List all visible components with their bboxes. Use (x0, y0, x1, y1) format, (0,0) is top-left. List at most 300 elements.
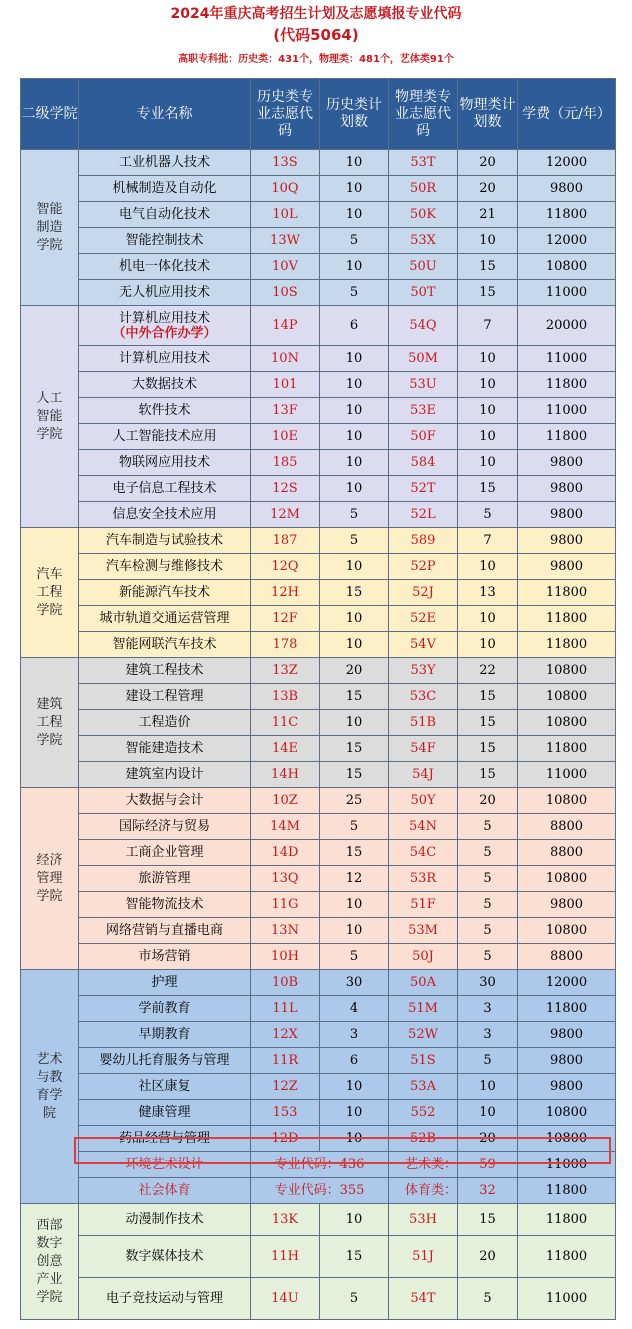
major-name-cell (79, 280, 251, 306)
tuition-cell: 11800 (518, 372, 616, 398)
major-name-cell (79, 736, 251, 762)
tuition-cell: 11000 (518, 280, 616, 306)
major-name-cell (79, 306, 251, 346)
major-name: 药品经营与管理 (118, 1131, 210, 1146)
history-code-cell: 10V (251, 254, 320, 280)
header-history-code: 历史类专业志愿代码 (251, 79, 320, 150)
history-plan-cell: 10 (320, 918, 389, 944)
department-cell: 人工智能学院 (21, 306, 79, 528)
tuition-cell: 11800 (518, 632, 616, 658)
tuition-cell: 11800 (518, 736, 616, 762)
physics-plan-cell: 15 (458, 1204, 518, 1236)
tuition-cell: 11000 (518, 398, 616, 424)
history-plan-cell: 6 (320, 1048, 389, 1074)
history-plan-cell: 3 (320, 1022, 389, 1048)
table-row (21, 528, 616, 554)
history-plan-cell: 15 (320, 762, 389, 788)
physics-code-cell: 52J (389, 580, 458, 606)
physics-code-cell: 54Q (389, 306, 458, 346)
tuition-cell: 10800 (518, 866, 616, 892)
history-plan-cell: 15 (320, 580, 389, 606)
physics-code-cell: 54T (389, 1278, 458, 1320)
table-row (21, 658, 616, 684)
major-name: 人工智能技术应用 (112, 429, 217, 444)
physics-plan-cell: 10 (458, 346, 518, 372)
major-name-cell (79, 814, 251, 840)
table-row (21, 996, 616, 1022)
physics-plan-cell: 10 (458, 398, 518, 424)
physics-plan-cell: 15 (458, 736, 518, 762)
major-name-cell (79, 372, 251, 398)
header-tuition: 学费（元/年） (518, 79, 616, 150)
major-name: 电子竞技运动与管理 (105, 1291, 223, 1306)
history-plan-cell: 5 (320, 528, 389, 554)
physics-plan-cell: 20 (458, 176, 518, 202)
category-label-cell: 艺术类： (389, 1152, 458, 1178)
physics-plan-cell: 5 (458, 918, 518, 944)
physics-code-cell: 50A (389, 970, 458, 996)
major-name: 物联网应用技术 (118, 455, 210, 470)
history-plan-cell: 10 (320, 632, 389, 658)
history-plan-cell: 10 (320, 372, 389, 398)
physics-plan-cell: 10 (458, 554, 518, 580)
history-plan-cell: 10 (320, 1074, 389, 1100)
table-row (21, 202, 616, 228)
physics-code-cell: 52P (389, 554, 458, 580)
tuition-cell: 9800 (518, 528, 616, 554)
table-header-row (21, 79, 616, 150)
physics-plan-cell: 5 (458, 1048, 518, 1074)
major-name-cell (79, 502, 251, 528)
physics-plan-cell: 20 (458, 1126, 518, 1152)
category-label-cell: 体育类： (389, 1178, 458, 1204)
physics-plan-cell: 10 (458, 632, 518, 658)
history-code-cell: 13W (251, 228, 320, 254)
history-code-cell: 10Q (251, 176, 320, 202)
header-major-name: 专业名称 (79, 79, 251, 150)
history-code-cell: 187 (251, 528, 320, 554)
tuition-cell: 11000 (518, 1278, 616, 1320)
history-code-cell: 13S (251, 150, 320, 176)
major-name: 智能物流技术 (125, 897, 204, 912)
tuition-cell: 10800 (518, 254, 616, 280)
tuition-cell: 9800 (518, 892, 616, 918)
table-row (21, 398, 616, 424)
physics-code-cell: 53U (389, 372, 458, 398)
major-name-cell (79, 1100, 251, 1126)
major-name-cell (79, 918, 251, 944)
history-code-cell: 10S (251, 280, 320, 306)
history-plan-cell: 10 (320, 202, 389, 228)
history-code-cell: 12D (251, 1126, 320, 1152)
tuition-cell: 9800 (518, 554, 616, 580)
history-plan-cell: 10 (320, 424, 389, 450)
history-code-cell: 11H (251, 1236, 320, 1278)
major-name: 健康管理 (138, 1105, 191, 1120)
major-name-cell (79, 606, 251, 632)
major-name-cell (79, 424, 251, 450)
history-code-cell: 12Q (251, 554, 320, 580)
major-name-cell (79, 228, 251, 254)
major-name-cell (79, 1048, 251, 1074)
physics-code-cell: 53X (389, 228, 458, 254)
major-code-cell: 专业代码：436 (251, 1152, 389, 1178)
table-row (21, 918, 616, 944)
major-name: 电气自动化技术 (118, 207, 210, 222)
history-plan-cell: 6 (320, 306, 389, 346)
major-name: 机电一体化技术 (118, 259, 210, 274)
history-code-cell: 10Z (251, 788, 320, 814)
history-code-cell: 185 (251, 450, 320, 476)
major-name: 国际经济与贸易 (118, 819, 210, 834)
enrollment-plan-table (20, 78, 616, 1320)
table-row (21, 150, 616, 176)
tuition-cell: 10800 (518, 1100, 616, 1126)
major-name-cell (79, 866, 251, 892)
physics-plan-cell: 10 (458, 1074, 518, 1100)
major-name-cell (79, 710, 251, 736)
history-plan-cell: 12 (320, 866, 389, 892)
table-row (21, 450, 616, 476)
major-name: 计算机应用技术 (118, 310, 210, 326)
physics-plan-cell: 5 (458, 840, 518, 866)
major-name-cell (79, 554, 251, 580)
major-name: 大数据与会计 (125, 793, 204, 808)
tuition-cell: 9800 (518, 502, 616, 528)
table-row (21, 476, 616, 502)
major-name-cell (79, 996, 251, 1022)
table-row (21, 306, 616, 346)
table-row (21, 1236, 616, 1278)
major-name: 护理 (151, 975, 178, 990)
tuition-cell: 9800 (518, 1022, 616, 1048)
major-name: 婴幼儿托育服务与管理 (99, 1053, 230, 1068)
history-plan-cell: 30 (320, 970, 389, 996)
major-name: 新能源汽车技术 (118, 585, 210, 600)
tuition-cell: 11000 (518, 1152, 616, 1178)
major-name: 早期教育 (138, 1027, 191, 1042)
category-plan-cell: 32 (458, 1178, 518, 1204)
history-plan-cell: 20 (320, 658, 389, 684)
physics-code-cell: 53M (389, 918, 458, 944)
history-plan-cell: 10 (320, 254, 389, 280)
history-plan-cell: 10 (320, 710, 389, 736)
tuition-cell: 20000 (518, 306, 616, 346)
table-row (21, 710, 616, 736)
history-code-cell: 14H (251, 762, 320, 788)
history-code-cell: 13Z (251, 658, 320, 684)
history-plan-cell: 15 (320, 840, 389, 866)
physics-code-cell: 584 (389, 450, 458, 476)
history-plan-cell: 10 (320, 346, 389, 372)
major-name: 智能网联汽车技术 (112, 637, 217, 652)
history-code-cell: 13Q (251, 866, 320, 892)
physics-code-cell: 54J (389, 762, 458, 788)
major-name: 大数据技术 (131, 377, 197, 392)
history-code-cell: 178 (251, 632, 320, 658)
tuition-cell: 11800 (518, 202, 616, 228)
table-row (21, 176, 616, 202)
tuition-cell: 11000 (518, 346, 616, 372)
tuition-cell: 9800 (518, 450, 616, 476)
major-name: 数字媒体技术 (125, 1249, 204, 1264)
physics-code-cell: 552 (389, 1100, 458, 1126)
physics-plan-cell: 20 (458, 788, 518, 814)
major-name-cell (79, 1074, 251, 1100)
tuition-cell: 9800 (518, 476, 616, 502)
major-name: 信息安全技术应用 (112, 507, 217, 522)
tuition-cell: 9800 (518, 1048, 616, 1074)
table-row (21, 1100, 616, 1126)
major-name-cell (79, 632, 251, 658)
tuition-cell: 8800 (518, 840, 616, 866)
special-row (21, 1152, 616, 1178)
table-row (21, 840, 616, 866)
history-code-cell: 12Z (251, 1074, 320, 1100)
major-name-cell (79, 1278, 251, 1320)
table-row (21, 866, 616, 892)
table-row (21, 944, 616, 970)
major-name: 建筑室内设计 (125, 767, 204, 782)
table-row (21, 684, 616, 710)
physics-code-cell: 52E (389, 606, 458, 632)
table-row (21, 1074, 616, 1100)
tuition-cell: 9800 (518, 176, 616, 202)
major-name: 汽车检测与维修技术 (105, 559, 223, 574)
special-row (21, 1178, 616, 1204)
physics-plan-cell: 7 (458, 306, 518, 346)
table-row (21, 554, 616, 580)
physics-code-cell: 52T (389, 476, 458, 502)
table-row (21, 1126, 616, 1152)
physics-code-cell: 52L (389, 502, 458, 528)
physics-code-cell: 54V (389, 632, 458, 658)
major-name-cell (79, 150, 251, 176)
tuition-cell: 8800 (518, 944, 616, 970)
tuition-cell: 11800 (518, 424, 616, 450)
major-name: 智能建造技术 (125, 741, 204, 756)
physics-plan-cell: 10 (458, 424, 518, 450)
major-name: 市场营销 (138, 949, 191, 964)
history-code-cell: 13F (251, 398, 320, 424)
header-physics-code: 物理类专业志愿代码 (389, 79, 458, 150)
category-plan-cell: 59 (458, 1152, 518, 1178)
physics-plan-cell: 10 (458, 1100, 518, 1126)
history-plan-cell: 15 (320, 684, 389, 710)
tuition-cell: 11800 (518, 1236, 616, 1278)
physics-plan-cell: 3 (458, 996, 518, 1022)
history-code-cell: 14P (251, 306, 320, 346)
history-plan-cell: 10 (320, 176, 389, 202)
major-name-cell (79, 202, 251, 228)
history-plan-cell: 25 (320, 788, 389, 814)
major-name: 工业机器人技术 (118, 155, 210, 170)
major-name-cell (79, 892, 251, 918)
physics-plan-cell: 10 (458, 606, 518, 632)
department-cell: 汽车工程学院 (21, 528, 79, 658)
physics-plan-cell: 15 (458, 280, 518, 306)
history-code-cell: 13N (251, 918, 320, 944)
physics-code-cell: 50K (389, 202, 458, 228)
department-cell: 艺术与教育学院 (21, 970, 79, 1204)
department-cell: 经济管理学院 (21, 788, 79, 970)
major-name: 电子信息工程技术 (112, 481, 217, 496)
physics-code-cell: 53E (389, 398, 458, 424)
physics-code-cell: 50J (389, 944, 458, 970)
major-name-cell (79, 450, 251, 476)
header-history-plan: 历史类计划数 (320, 79, 389, 150)
physics-plan-cell: 15 (458, 762, 518, 788)
table-row (21, 372, 616, 398)
table-row (21, 424, 616, 450)
table-row (21, 632, 616, 658)
physics-plan-cell: 7 (458, 528, 518, 554)
physics-plan-cell: 10 (458, 450, 518, 476)
major-name: 计算机应用技术 (118, 351, 210, 366)
tuition-cell: 11800 (518, 996, 616, 1022)
department-cell: 西部数字创意产业学院 (21, 1204, 79, 1320)
history-code-cell: 10N (251, 346, 320, 372)
physics-code-cell: 50T (389, 280, 458, 306)
department-cell: 建筑工程学院 (21, 658, 79, 788)
major-name-cell (79, 476, 251, 502)
physics-plan-cell: 15 (458, 710, 518, 736)
history-code-cell: 11R (251, 1048, 320, 1074)
history-plan-cell: 5 (320, 944, 389, 970)
history-plan-cell: 5 (320, 1278, 389, 1320)
physics-code-cell: 52W (389, 1022, 458, 1048)
history-plan-cell: 15 (320, 736, 389, 762)
major-name-cell (79, 528, 251, 554)
history-plan-cell: 10 (320, 450, 389, 476)
history-code-cell: 14U (251, 1278, 320, 1320)
tuition-cell: 11800 (518, 1204, 616, 1236)
major-name-cell (79, 1126, 251, 1152)
history-plan-cell: 10 (320, 150, 389, 176)
tuition-cell: 10800 (518, 918, 616, 944)
history-code-cell: 14M (251, 814, 320, 840)
tuition-cell: 10800 (518, 684, 616, 710)
tuition-cell: 10800 (518, 710, 616, 736)
physics-code-cell: 53A (389, 1074, 458, 1100)
history-plan-cell: 10 (320, 606, 389, 632)
history-code-cell: 13B (251, 684, 320, 710)
physics-plan-cell: 15 (458, 684, 518, 710)
table-row (21, 892, 616, 918)
table-row (21, 1204, 616, 1236)
major-name: 旅游管理 (138, 871, 191, 886)
physics-code-cell: 53Y (389, 658, 458, 684)
major-name: 工程造价 (138, 715, 191, 730)
major-name-cell: 环境艺术设计 (79, 1152, 251, 1178)
physics-plan-cell: 20 (458, 150, 518, 176)
history-code-cell: 14D (251, 840, 320, 866)
major-name: 建筑工程技术 (125, 663, 204, 678)
physics-code-cell: 54F (389, 736, 458, 762)
major-name-cell (79, 658, 251, 684)
physics-plan-cell: 10 (458, 228, 518, 254)
tuition-cell: 11000 (518, 762, 616, 788)
physics-plan-cell: 15 (458, 476, 518, 502)
history-plan-cell: 5 (320, 502, 389, 528)
table-body (21, 150, 616, 1320)
history-code-cell: 153 (251, 1100, 320, 1126)
physics-code-cell: 53C (389, 684, 458, 710)
history-plan-cell: 10 (320, 1204, 389, 1236)
tuition-cell: 10800 (518, 1126, 616, 1152)
table-row (21, 228, 616, 254)
physics-code-cell: 50M (389, 346, 458, 372)
history-plan-cell: 10 (320, 554, 389, 580)
major-name: 建设工程管理 (125, 689, 204, 704)
major-name-cell (79, 580, 251, 606)
table-row (21, 580, 616, 606)
physics-code-cell: 54C (389, 840, 458, 866)
major-name-cell (79, 346, 251, 372)
table-row (21, 788, 616, 814)
major-code-cell: 专业代码：355 (251, 1178, 389, 1204)
tuition-cell: 10800 (518, 788, 616, 814)
page-title: 2024年重庆高考招生计划及志愿填报专业代码 (170, 6, 462, 22)
history-plan-cell: 5 (320, 814, 389, 840)
table-row (21, 280, 616, 306)
major-name-cell (79, 176, 251, 202)
major-name: 社区康复 (138, 1079, 191, 1094)
major-name: 机械制造及自动化 (112, 181, 217, 196)
history-plan-cell: 10 (320, 892, 389, 918)
physics-code-cell: 54N (389, 814, 458, 840)
physics-code-cell: 50Y (389, 788, 458, 814)
history-code-cell: 12S (251, 476, 320, 502)
history-code-cell: 12X (251, 1022, 320, 1048)
table-row (21, 1278, 616, 1320)
physics-code-cell: 50U (389, 254, 458, 280)
institution-code: (代码5064) (273, 26, 359, 44)
major-name-cell (79, 398, 251, 424)
major-name: 软件技术 (138, 403, 191, 418)
physics-plan-cell: 5 (458, 814, 518, 840)
history-code-cell: 10E (251, 424, 320, 450)
physics-code-cell: 50R (389, 176, 458, 202)
physics-plan-cell: 15 (458, 254, 518, 280)
history-plan-cell: 10 (320, 476, 389, 502)
major-name: 智能控制技术 (125, 233, 204, 248)
physics-plan-cell: 13 (458, 580, 518, 606)
physics-code-cell: 51B (389, 710, 458, 736)
table-row (21, 762, 616, 788)
major-name-cell (79, 944, 251, 970)
tuition-cell: 11800 (518, 580, 616, 606)
major-name: 工商企业管理 (125, 845, 204, 860)
physics-plan-cell: 20 (458, 1236, 518, 1278)
history-plan-cell: 15 (320, 1236, 389, 1278)
major-name-cell (79, 970, 251, 996)
history-code-cell: 10H (251, 944, 320, 970)
table-row (21, 970, 616, 996)
table-row (21, 254, 616, 280)
physics-plan-cell: 5 (458, 944, 518, 970)
physics-plan-cell: 5 (458, 892, 518, 918)
table-row (21, 736, 616, 762)
department-cell: 智能制造学院 (21, 150, 79, 306)
physics-plan-cell: 3 (458, 1022, 518, 1048)
tuition-cell: 9800 (518, 1074, 616, 1100)
history-code-cell: 101 (251, 372, 320, 398)
physics-plan-cell: 5 (458, 1278, 518, 1320)
physics-code-cell: 51M (389, 996, 458, 1022)
physics-code-cell: 51S (389, 1048, 458, 1074)
header-department: 二级学院 (21, 79, 79, 150)
